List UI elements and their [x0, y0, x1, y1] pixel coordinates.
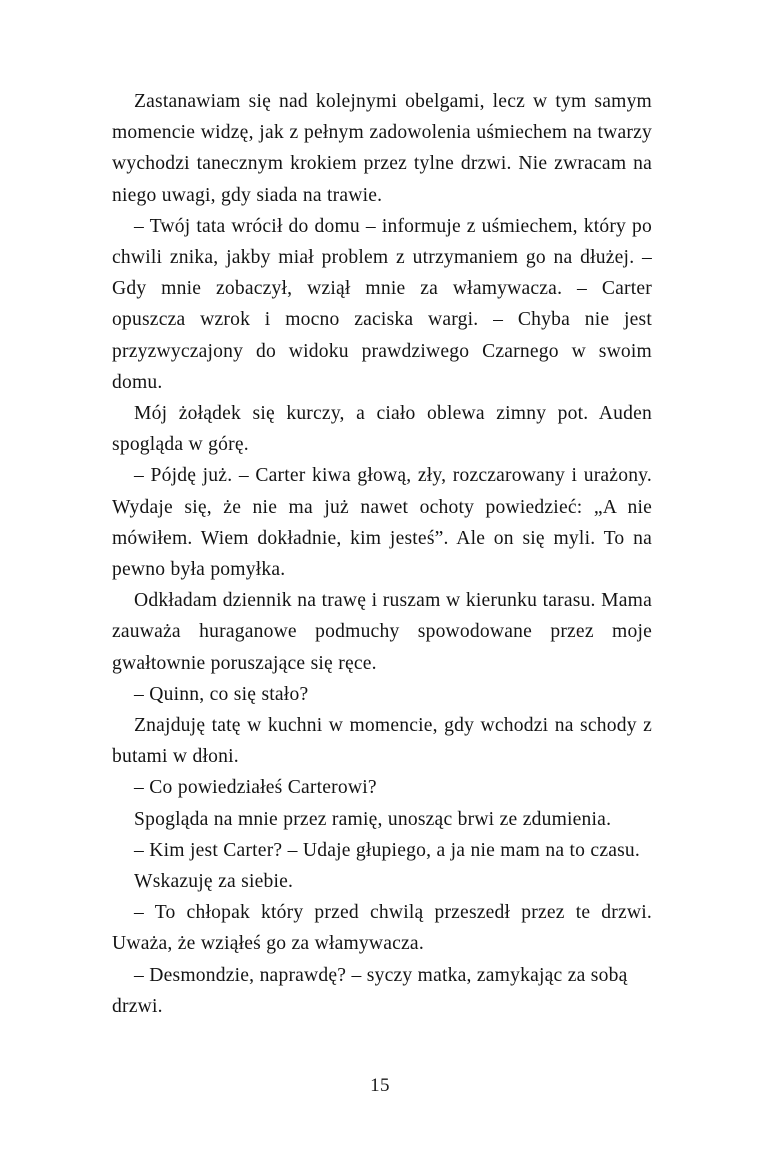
paragraph: Zastanawiam się nad kolejnymi obelgami, lecz w tym samym momencie widzę, jak z pełnym zadowolenia uśmiechem na twarzy wychodzi tanecznym krokiem przez tylne drzwi. Nie zwracam na niego uwagi, gdy siada na trawie. — [112, 91, 652, 206]
paragraph: Spogląda na mnie przez ramię, unosząc brwi ze zdumienia. — [134, 808, 612, 830]
paragraph: – Pójdę już. – Carter kiwa głową, zły, rozczarowany i urażony. Wydaje się, że nie ma już nawet ochoty powiedzieć: „A nie mówiłem. Wiem dokładnie, kim jesteś”. Ale on się myli. To na pewno była pomyłka. — [112, 465, 652, 581]
paragraph: – Desmondzie, naprawdę? – syczy matka, zamykając za sobą drzwi. — [112, 964, 628, 1017]
paragraph: Mój żołądek się kurczy, a ciało oblewa zimny pot. Auden spogląda w górę. — [112, 403, 652, 456]
paragraph: – Kim jest Carter? – Udaje głupiego, a ja nie mam na to czasu. — [134, 839, 641, 861]
paragraph: – Co powiedziałeś Carterowi? — [134, 777, 377, 799]
page-text-block — [112, 86, 652, 1022]
paragraph: Wskazuję za siebie. — [134, 871, 294, 893]
paragraph: Odkładam dziennik na trawę i ruszam w kierunku tarasu. Mama zauważa huraganowe podmuchy spowodowane przez moje gwałtownie poruszające się ręce. — [112, 590, 652, 674]
paragraph: Znajduję tatę w kuchni w momencie, gdy wchodzi na schody z butami w dłoni. — [112, 715, 652, 768]
paragraph: – To chłopak który przed chwilą przeszedł przez te drzwi. Uważa, że wziąłeś go za włamywacza. — [112, 902, 652, 955]
paragraph: – Quinn, co się stało? — [134, 683, 309, 705]
paragraph: – Twój tata wrócił do domu – informuje z uśmiechem, który po chwili znika, jakby miał problem z utrzymaniem go na dłużej. – Gdy mnie zobaczył, wziął mnie za włamywacza. – Carter opuszcza wzrok i mocno zaciska wargi. – Chyba nie jest przyzwyczajony do widoku prawdziwego Czarnego w swoim domu. — [112, 215, 652, 393]
page-number: 15 — [370, 1075, 390, 1096]
